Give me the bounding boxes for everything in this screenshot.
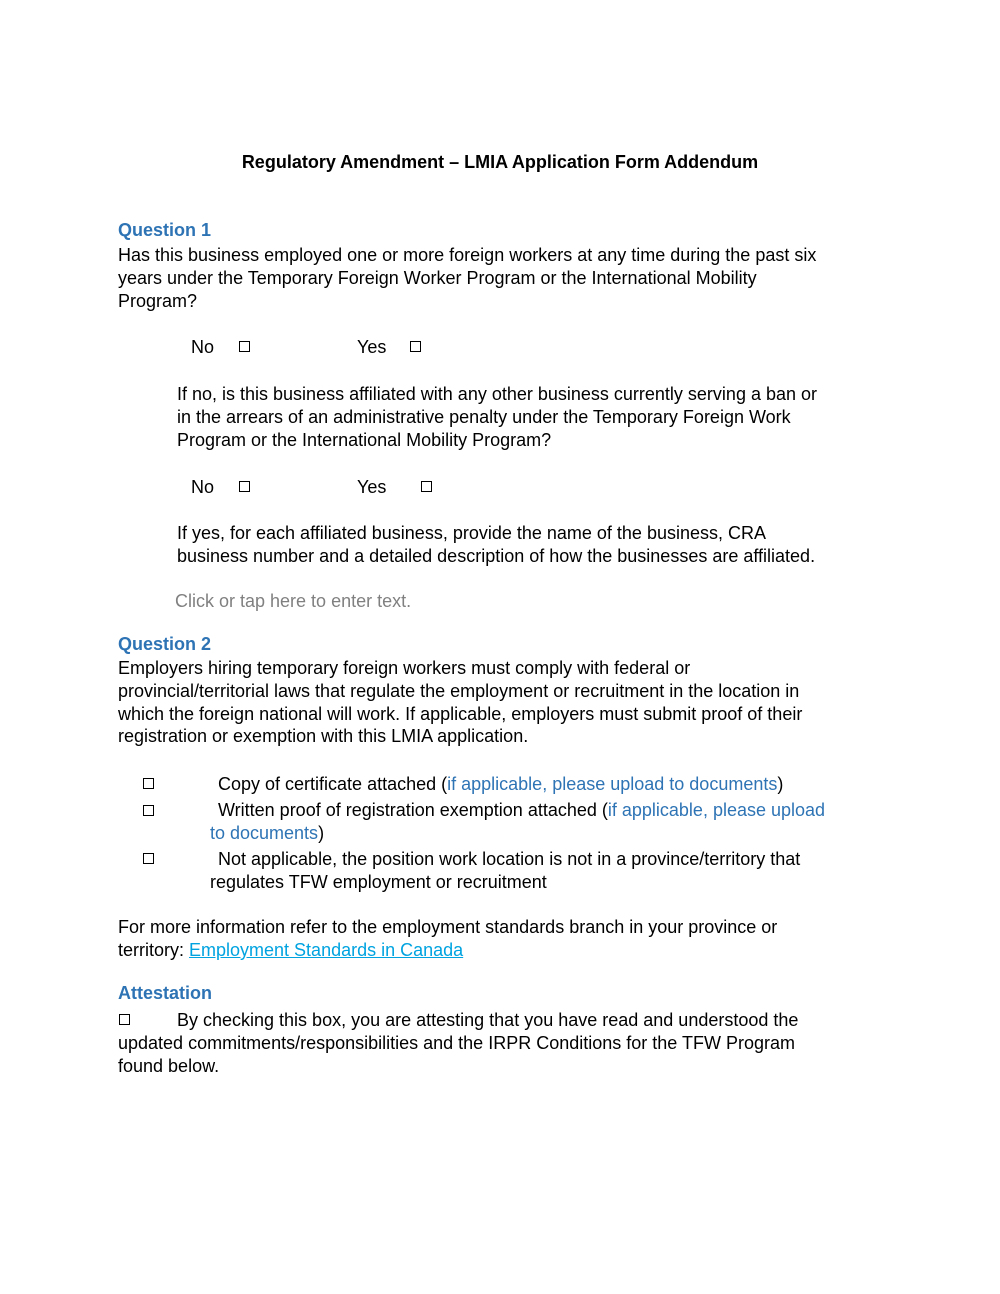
affiliated-business-text-input[interactable]: Click or tap here to enter text. <box>175 591 412 611</box>
certificate-close-paren: ) <box>777 774 784 794</box>
not-applicable-label-cont: regulates TFW employment or recruitment <box>210 872 547 892</box>
more-info-text <box>118 916 777 962</box>
q1-affiliated-line: business number and a detailed description of how the businesses are affiliated. <box>177 545 816 566</box>
q1-yes-label: Yes <box>357 337 387 357</box>
more-info-line-2 <box>118 939 777 962</box>
attestation-checkbox[interactable] <box>119 1014 130 1025</box>
question-1-line: Program? <box>118 290 198 311</box>
not-applicable-checkbox[interactable] <box>143 853 154 864</box>
exemption-checkbox[interactable] <box>143 805 154 816</box>
q1-followup-line: If no, is this business affiliated with any other business currently serving a ban or <box>177 384 818 404</box>
q1-no-checkbox[interactable] <box>239 341 250 352</box>
certificate-option-label <box>218 774 783 795</box>
not-applicable-label: Not applicable, the position work location is not in a province/territory that <box>218 849 801 869</box>
q1-followup-line: Program or the International Mobility Program? <box>177 429 552 450</box>
more-info-prefix: territory: <box>118 939 190 960</box>
exemption-text: Written proof of registration exemption attached ( <box>218 800 608 820</box>
q1-followup-no-checkbox[interactable] <box>239 481 250 492</box>
attestation-line-2: updated commitments/responsibilities and the IRPR Conditions for the TFW Program <box>118 1033 795 1053</box>
q1-affiliated-line: If yes, for each affiliated business, provide the name of the business, CRA <box>177 523 766 543</box>
attestation-line-3: found below. <box>118 1056 220 1076</box>
certificate-text: Copy of certificate attached ( <box>218 774 448 794</box>
q1-followup-yes-checkbox[interactable] <box>421 481 432 492</box>
question-2-heading: Question 2 <box>118 634 212 654</box>
question-1-heading: Question 1 <box>118 220 212 240</box>
q1-followup-yes-label: Yes <box>357 477 387 497</box>
certificate-upload-note: if applicable, please upload to documents <box>447 774 778 794</box>
attestation-heading: Attestation <box>118 983 212 1003</box>
exemption-upload-note-cont: to documents <box>210 823 319 843</box>
q1-followup-line: in the arrears of an administrative penalty under the Temporary Foreign Work <box>177 406 791 427</box>
exemption-close-paren: ) <box>318 823 325 843</box>
employment-standards-link[interactable]: Employment Standards in Canada <box>189 939 464 960</box>
q1-no-label: No <box>191 337 215 357</box>
question-1-line: years under the Temporary Foreign Worker Program or the International Mobility <box>118 267 757 288</box>
exemption-option-label <box>218 800 825 821</box>
question-2-line: provincial/territorial laws that regulate the employment or recruitment in the location in <box>118 680 800 701</box>
question-2-line: Employers hiring temporary foreign workers must comply with federal or <box>118 658 691 678</box>
question-2-text <box>118 657 802 748</box>
question-1-text <box>118 244 880 312</box>
q1-yes-checkbox[interactable] <box>410 341 421 352</box>
q1-affiliated-text <box>177 522 815 568</box>
question-1-line: Has this business employed one or more foreign workers at any time during the past six <box>118 245 817 265</box>
exemption-option-label-cont <box>210 823 324 844</box>
certificate-checkbox[interactable] <box>143 778 154 789</box>
page-title: Regulatory Amendment – LMIA Application Form Addendum <box>241 152 759 172</box>
q1-followup-text <box>177 383 817 451</box>
more-info-line: For more information refer to the employment standards branch in your province or <box>118 917 778 937</box>
question-2-line: registration or exemption with this LMIA application. <box>118 726 529 747</box>
attestation-line-1: By checking this box, you are attesting that you have read and understood the <box>177 1010 799 1030</box>
exemption-upload-note: if applicable, please upload <box>607 800 826 820</box>
question-2-line: which the foreign national will work. If applicable, employers must submit proof of their <box>118 703 803 724</box>
q1-followup-no-label: No <box>191 477 215 497</box>
